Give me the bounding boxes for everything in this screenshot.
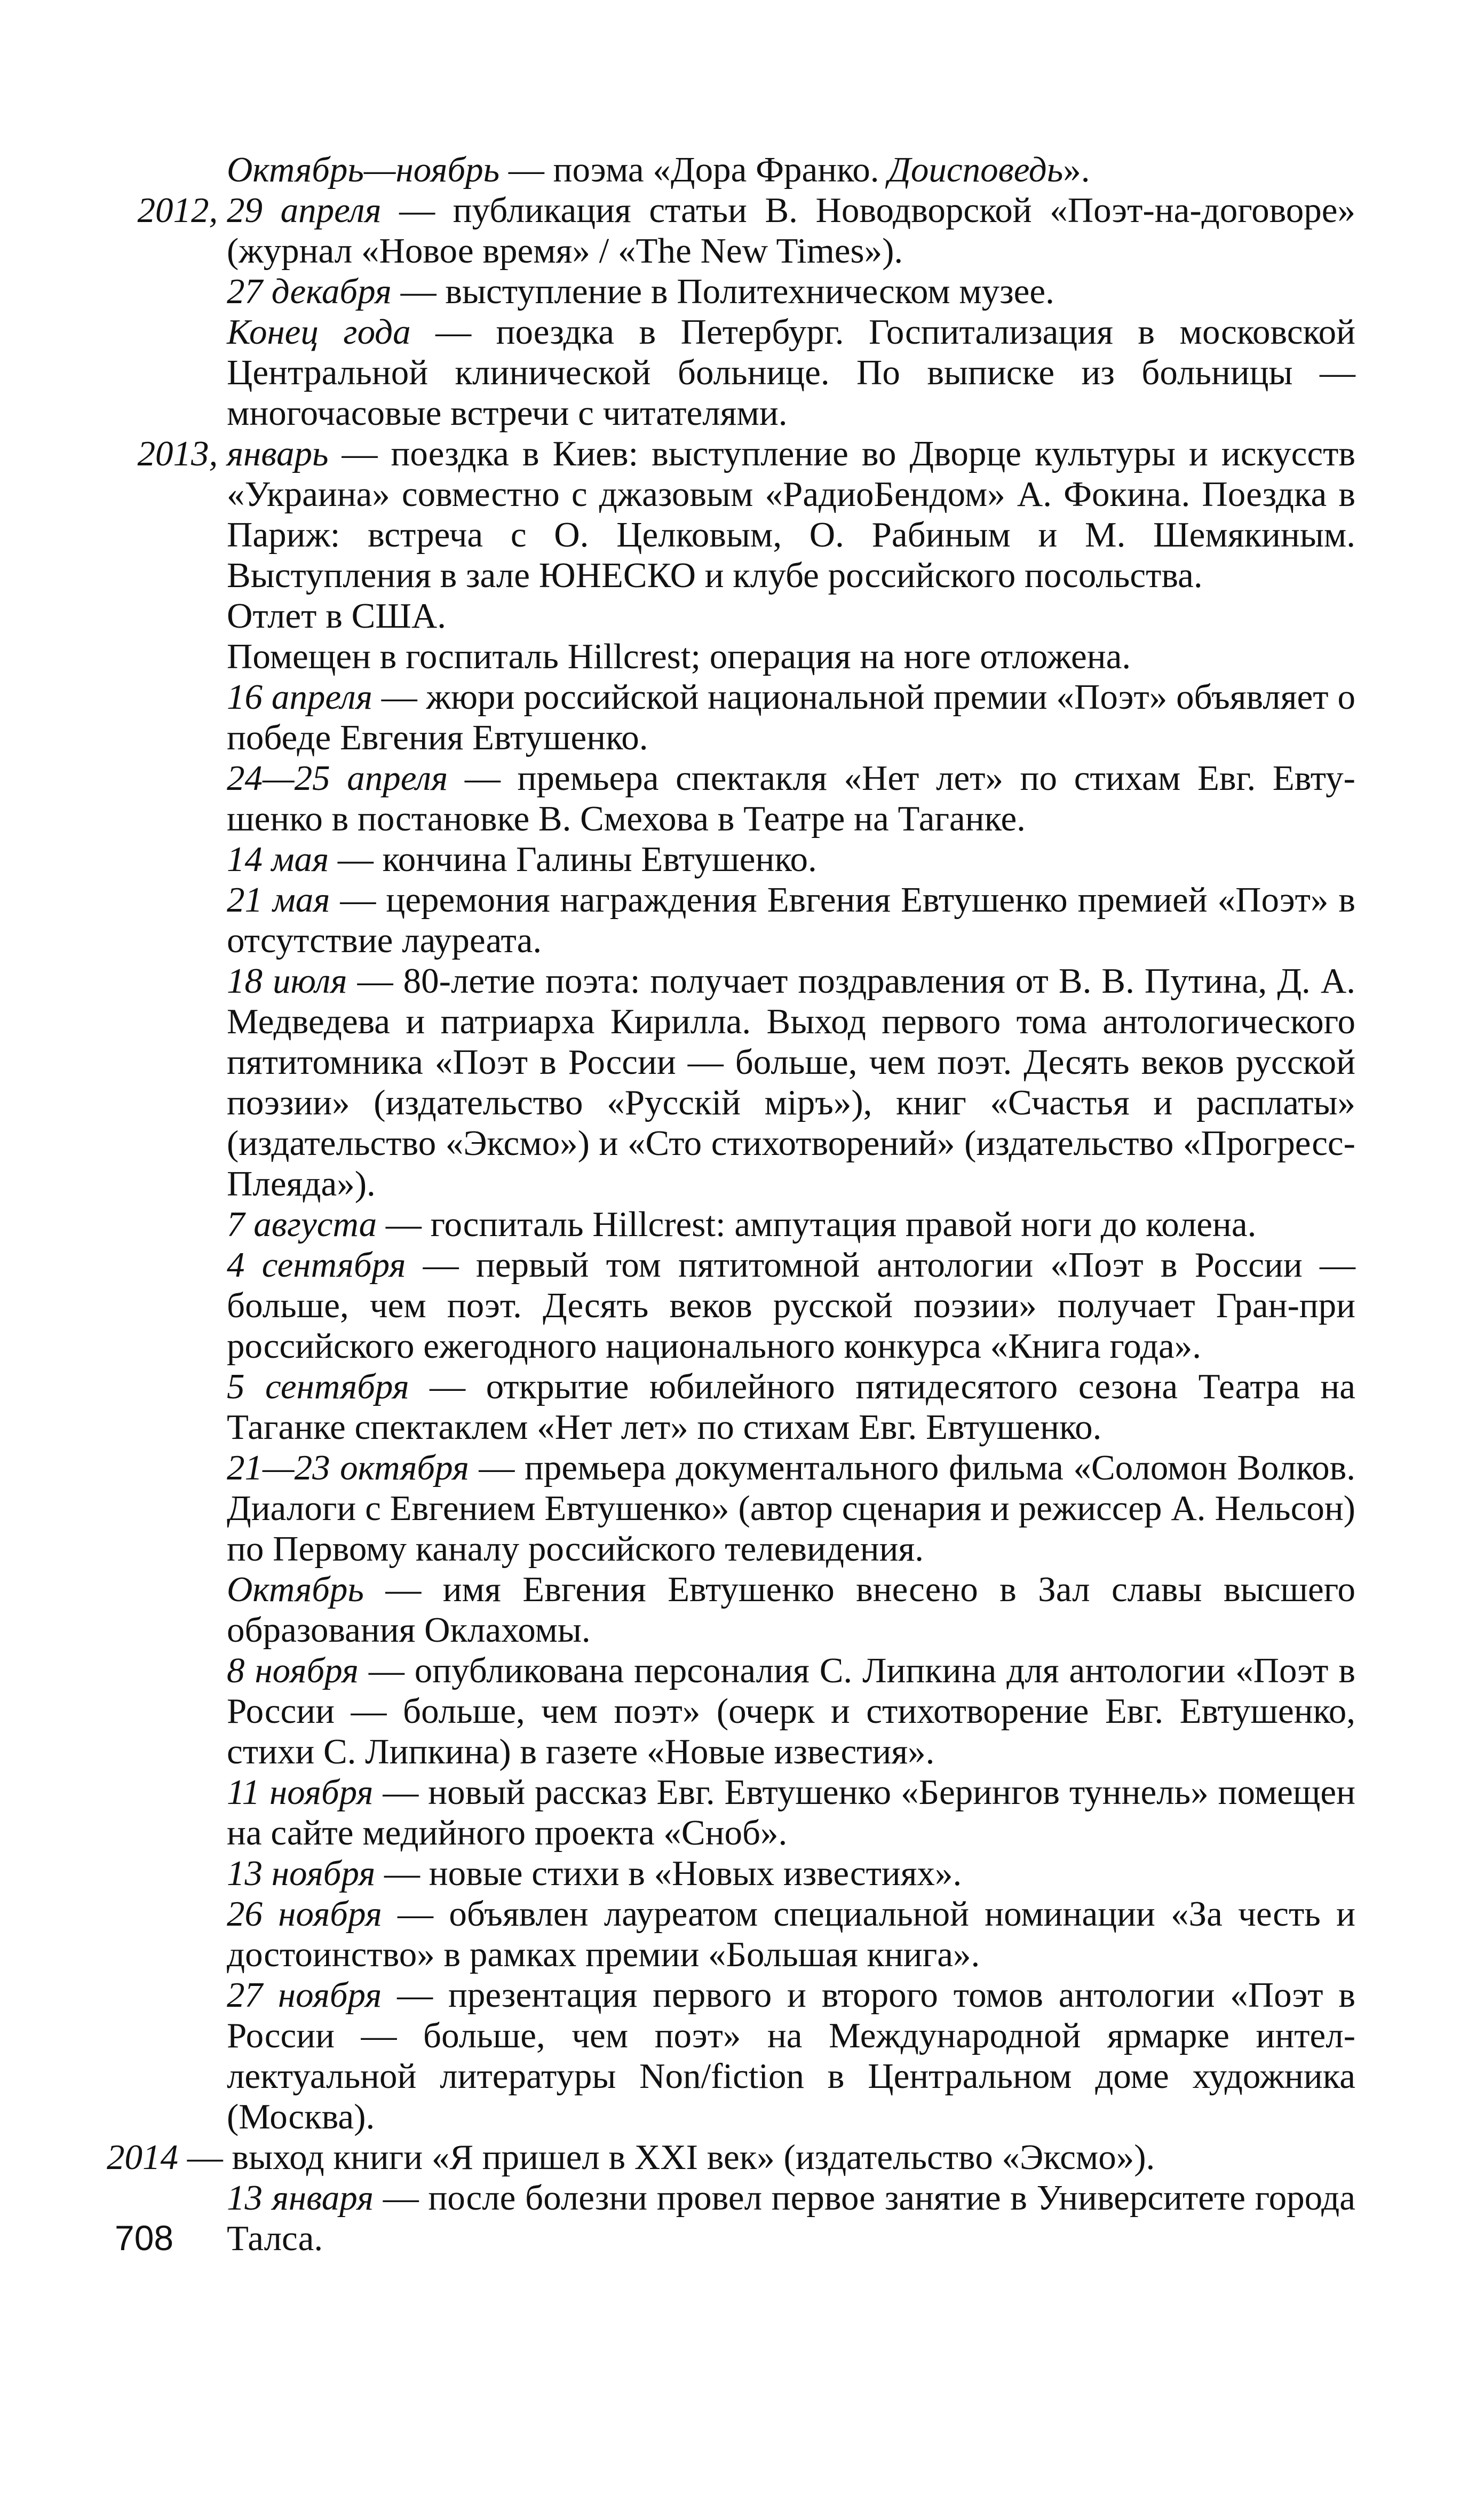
entry-date: 24—25 апреля — [227, 758, 448, 798]
chronology-entry — [107, 677, 1355, 758]
entry-date: 18 июля — [227, 961, 347, 1001]
entry-text: выступление в Политехническом музее. — [445, 272, 1054, 311]
entry-year: 2013, — [137, 434, 218, 473]
entry-dash: — — [329, 840, 383, 879]
entry-date: 8 ноября — [227, 1651, 359, 1690]
entry-dash: — — [375, 1854, 429, 1893]
entry-date: 27 декабря — [227, 272, 392, 311]
entry-dash: — — [377, 1205, 431, 1244]
entry-dash: — — [373, 1772, 428, 1812]
entry-text: открытие юбилейного пятидесятого сезона Театра на Таганке спектаклем «Нет лет» по стихам Евг. Евтушенко. — [227, 1367, 1355, 1447]
chronology-entry — [107, 2178, 1355, 2259]
entry-text: новые стихи в «Новых известиях». — [428, 1854, 962, 1893]
entry-dash: — — [448, 758, 518, 798]
chronology-entry — [107, 1366, 1355, 1447]
entry-text: жюри российской национальной премии «Поэт» объявляет о победе Евгения Евтушенко. — [227, 677, 1355, 757]
entry-date: 27 ноября — [227, 1975, 382, 2015]
chronology-text — [107, 149, 1355, 2259]
entry-text: премьера спектакля «Нет лет» по стихам Евг. Евтушенко в постановке В. Смехова в Театре на Таганке. — [227, 758, 1355, 838]
chronology-entry — [107, 758, 1355, 839]
chronology-entry — [107, 1569, 1355, 1650]
entry-text-italic: Доисповедь — [888, 150, 1064, 189]
chronology-entry — [107, 1975, 1355, 2137]
entry-text: премьера документального фильма «Соломон Волков. Диалоги с Евгением Евтушенко» (автор сценария и режиссер А. Нельсон) по Первому каналу российского телевидения. — [227, 1448, 1355, 1569]
entry-text: презентация первого и второго томов антологии «Поэт в России — больше, чем поэт» на Международной ярмарке интеллектуальной литературы Non/fiction в Центральном доме художника (Москва). — [227, 1975, 1355, 2136]
entry-text: 80-летие поэта: получает поздравления от В. В. Путина, Д. А. Медведева и патриарха Кирилла. Выход первого тома антологического пятитомника «Поэт в России — больше, чем поэт. Десять веков русской поэзии» (издательство «Русскій міръ»), книг «Счастья и расплаты» (издательство «Эксмо») и «Сто стихотворений» (издательство «Прогресс-Плеяда»). — [227, 961, 1355, 1204]
entry-text: госпиталь Hillcrest: ампутация правой ноги до колена. — [430, 1205, 1257, 1244]
entry-dash: — — [391, 272, 446, 311]
chronology-entry — [107, 880, 1355, 961]
entry-date: 13 ноября — [227, 1854, 376, 1893]
chronology-entry — [107, 1204, 1355, 1245]
entry-text: публикация статьи В. Новодворской «Поэт-на-договоре» (журнал «Новое время» / «The New Times»). — [227, 191, 1355, 271]
entry-date: 21 мая — [227, 880, 330, 920]
entry-dash: — — [330, 880, 386, 920]
page-number: 708 — [115, 2218, 174, 2258]
chronology-entry — [107, 149, 1355, 190]
entry-dash: — — [410, 312, 496, 352]
entry-date: 21—23 октября — [227, 1448, 469, 1487]
entry-date: 26 ноября — [227, 1894, 382, 1934]
chronology-entry — [107, 1772, 1355, 1853]
entry-dash: — — [499, 150, 553, 189]
entry-text: первый том пятитомной антологии «Поэт в России — больше, чем поэт. Десять веков русской поэзии» получает Гран-при российского ежегодного национального конкурса «Книга года». — [227, 1245, 1355, 1366]
chronology-entry — [107, 961, 1355, 1204]
entry-text: новый рассказ Евг. Евтушенко «Берингов туннель» помещен на сайте медийного проекта «Сноб». — [227, 1772, 1356, 1853]
chronology-entry — [107, 1650, 1355, 1772]
entry-text: имя Евгения Евтушенко внесено в Зал славы высшего образования Оклахомы. — [227, 1570, 1356, 1650]
entry-date: 14 мая — [227, 840, 329, 879]
entry-text: после болезни провел первое занятие в Университете города Талса. — [227, 2178, 1355, 2258]
chronology-entry — [107, 596, 1355, 636]
entry-date: 5 сентября — [227, 1367, 409, 1406]
chronology-entry — [107, 636, 1355, 677]
entry-date: 7 августа — [227, 1205, 377, 1244]
entry-dash: — — [358, 1651, 415, 1690]
entry-text: поездка в Петербург. Госпитализация в московской Центральной клинической больнице. По выписке из больницы — многочасовые встречи с читателями. — [227, 312, 1355, 433]
entry-text: опубликована персоналия С. Липкина для антологии «Поэт в России — больше, чем поэт» (очерк и стихотворение Евг. Евтушенко, стихи С. Липкина) в газете «Новые известия». — [227, 1651, 1355, 1771]
chronology-entry — [107, 839, 1355, 880]
entry-date: январь — [227, 434, 329, 473]
entry-year: 2012, — [137, 191, 218, 230]
chronology-entry — [107, 1447, 1355, 1569]
entry-date: 11 ноября — [227, 1772, 374, 1812]
entry-text: поэма «Дора Франко. — [553, 150, 888, 189]
entry-date: Конец года — [227, 312, 411, 352]
entry-date: Октябрь—ноябрь — [227, 150, 500, 189]
chronology-entry — [107, 271, 1355, 312]
entry-dash: — — [363, 1570, 443, 1609]
entry-dash: — — [469, 1448, 525, 1487]
entry-dash: — — [406, 1245, 476, 1285]
chronology-entry — [107, 190, 1355, 271]
entry-date: 16 апреля — [227, 677, 372, 717]
entry-date: 4 сентября — [227, 1245, 406, 1285]
chronology-entry — [107, 1894, 1355, 1975]
entry-text-end: ». — [1063, 150, 1090, 189]
entry-date: 29 апреля — [227, 191, 382, 230]
entry-text: церемония награждения Евгения Евтушенко премией «Поэт» в отсутствие лауреата. — [227, 880, 1355, 960]
entry-dash: — — [328, 434, 391, 473]
entry-date: 13 января — [227, 2178, 374, 2218]
chronology-entry — [107, 1245, 1355, 1366]
entry-dash: — — [382, 1894, 449, 1934]
entry-dash: — — [372, 677, 426, 717]
entry-dash: — — [381, 191, 453, 230]
entry-text: поездка в Киев: выступление во Дворце культуры и искусств «Украина» совместно с джазовым «РадиоБендом» А. Фокина. Поездка в Париж: встреча с О. Целковым, О. Рабиным и М. Шемякиным. Выступления в зале ЮНЕСКО и клубе российского посольства. — [227, 434, 1355, 595]
entry-dash: — — [347, 961, 403, 1001]
chronology-entry — [107, 433, 1355, 596]
entry-text: объявлен лауреатом специальной номинации «За честь и достоинство» в рамках премии «Большая книга». — [227, 1894, 1355, 1974]
entry-dash: — — [409, 1367, 486, 1406]
entry-year: 2014 — [107, 2138, 178, 2177]
chronology-entry — [107, 1853, 1355, 1894]
chronology-entry — [107, 312, 1355, 433]
entry-dash: — — [178, 2138, 232, 2177]
entry-text: кончина Галины Евтушенко. — [382, 840, 817, 879]
entry-text: выход книги «Я пришел в XXI век» (издательство «Эксмо»). — [232, 2138, 1155, 2177]
entry-date: Октябрь — [227, 1570, 364, 1609]
entry-text: Отлет в США. — [227, 596, 446, 636]
entry-dash: — — [382, 1975, 448, 2015]
chronology-entry — [107, 2137, 1355, 2178]
entry-dash: — — [374, 2178, 428, 2218]
entry-text: Помещен в госпиталь Hillcrest; операция на ноге отложена. — [227, 637, 1131, 676]
